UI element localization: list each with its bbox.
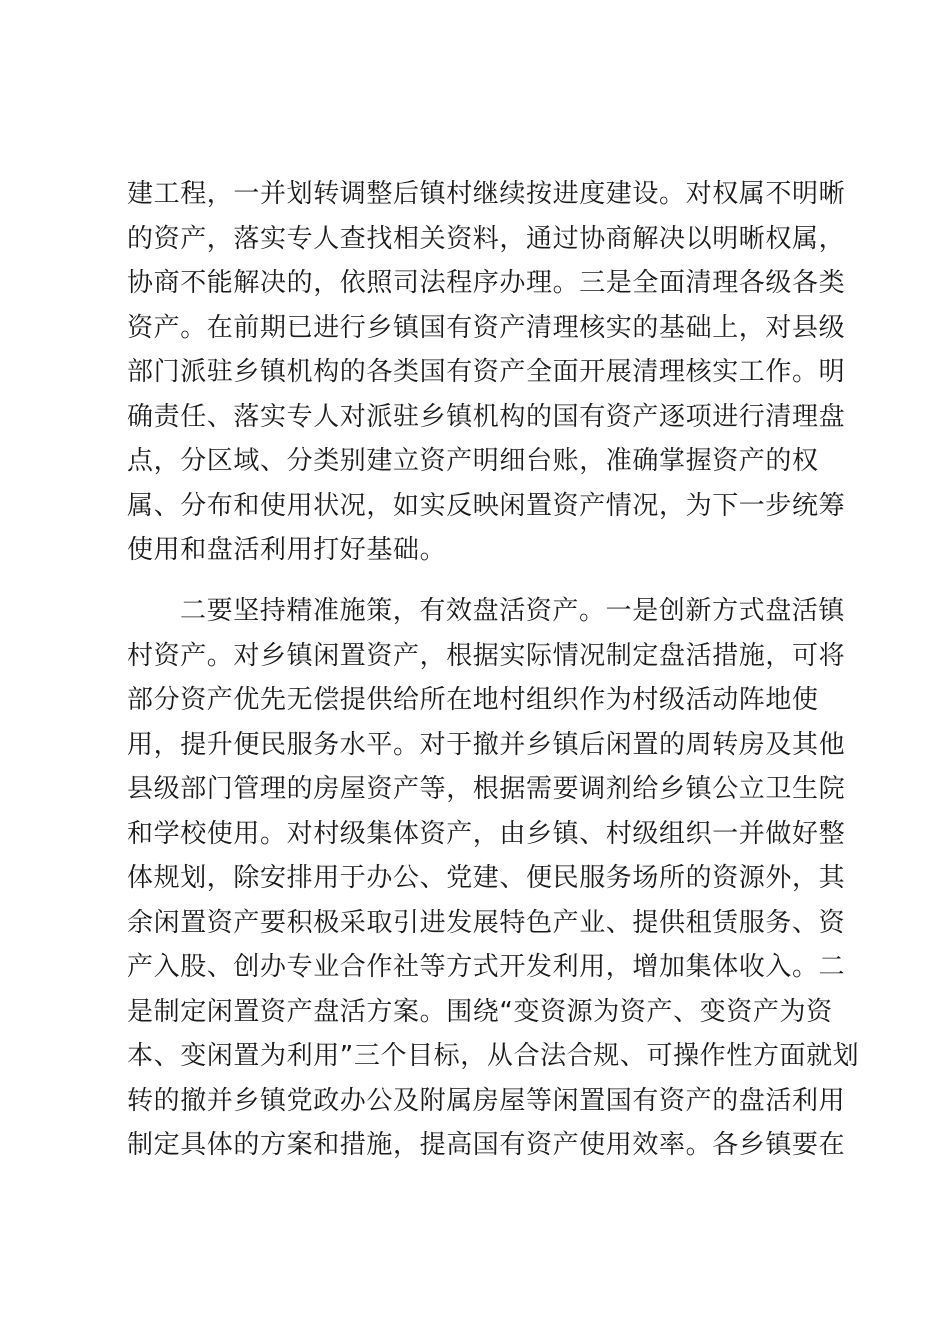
paragraph-line: 确责任、落实专人对派驻乡镇机构的国有资产逐项进行清理盘 (127, 401, 846, 432)
paragraph-line: 二要坚持精准施策，有效盘活资产。一是创新方式盘活镇 (180, 596, 846, 626)
paragraph-continuation (127, 172, 846, 573)
paragraph-line: 协商不能解决的，依照司法程序办理。三是全面清理各级各类 (127, 268, 846, 298)
paragraph-line: 用，提升便民服务水平。对于撤并乡镇后闲置的周转房及其他 (127, 729, 846, 760)
paragraph-line: 产入股、创办专业合作社等方式开发利用，增加集体收入。二 (127, 952, 846, 982)
paragraph-line: 部分资产优先无偿提供给所在地村组织作为村级活动阵地使 (127, 685, 819, 715)
paragraph-line: 属、分布和使用状况，如实反映闲置资产情况，为下一步统筹 (127, 490, 846, 521)
paragraph-line: 资产。在前期已进行乡镇国有资产清理核实的基础上，对县级 (127, 312, 846, 343)
paragraph-line: 余闲置资产要积极采取引进发展特色产业、提供租赁服务、资 (127, 907, 846, 938)
paragraph-line: 村资产。对乡镇闲置资产，根据实际情况制定盘活措施，可将 (127, 640, 846, 671)
paragraph-line: 使用和盘活利用打好基础。 (127, 535, 447, 565)
paragraph-line: 部门派驻乡镇机构的各类国有资产全面开展清理核实工作。明 (127, 357, 846, 387)
paragraph-line: 建工程，一并划转调整后镇村继续按进度建设。对权属不明晰 (127, 179, 846, 209)
paragraph-line: 是制定闲置资产盘活方案。围绕“变资源为资产、变资产为资 (127, 996, 833, 1027)
paragraph-line: 制定具体的方案和措施，提高国有资产使用效率。各乡镇要在 (127, 1130, 846, 1160)
paragraph-section-two (127, 589, 860, 1168)
paragraph-line: 县级部门管理的房屋资产等，根据需要调剂给乡镇公立卫生院 (127, 774, 846, 804)
paragraph-line: 和学校使用。对村级集体资产，由乡镇、村级组织一并做好整 (127, 818, 846, 849)
paragraph-line: 体规划，除安排用于办公、党建、便民服务场所的资源外，其 (127, 863, 846, 893)
paragraph-line: 转的撤并乡镇党政办公及附属房屋等闲置国有资产的盘活利用 (127, 1085, 846, 1116)
paragraph-line: 的资产，落实专人查找相关资料，通过协商解决以明晰权属， (127, 223, 846, 254)
paragraph-line: 本、变闲置为利用”三个目标，从合法合规、可操作性方面就划 (127, 1041, 860, 1071)
paragraph-line: 点，分区域、分类别建立资产明细台账，准确掌握资产的权 (127, 446, 819, 476)
